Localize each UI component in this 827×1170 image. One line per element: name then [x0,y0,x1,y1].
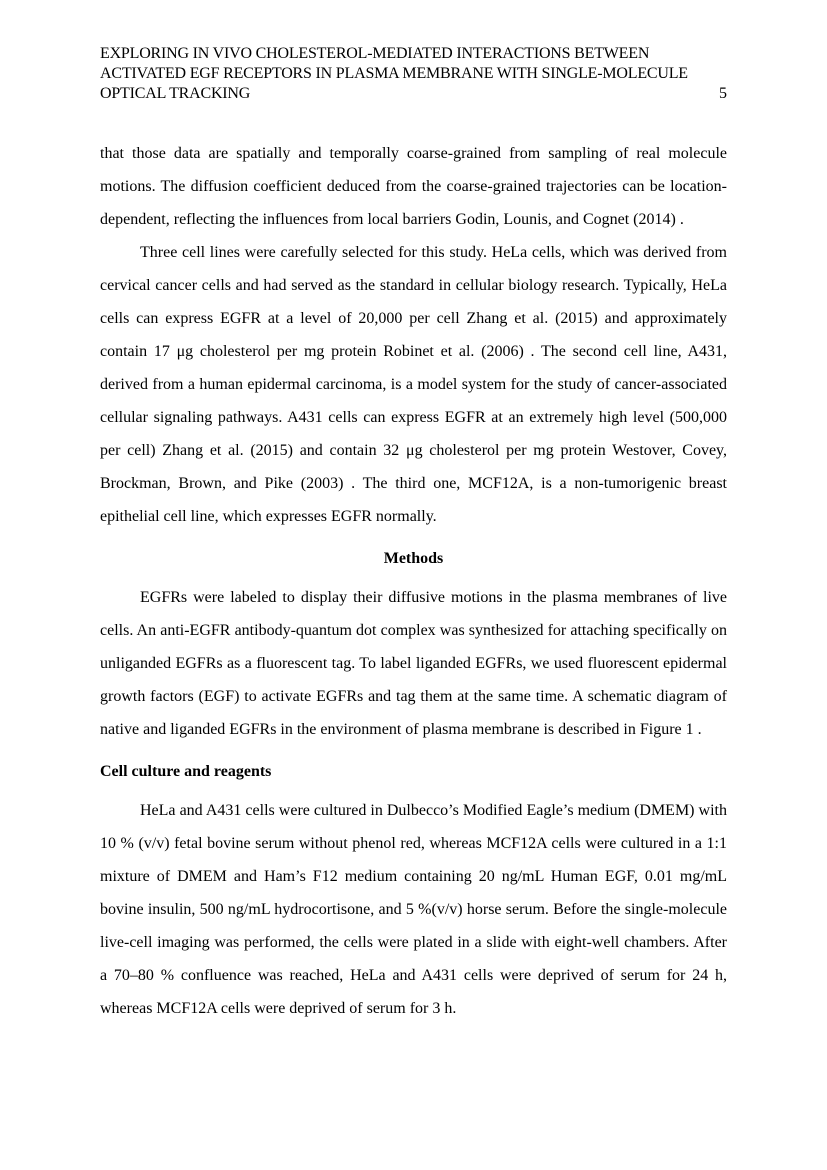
running-head [100,44,727,104]
paragraph-methods: EGFRs were labeled to display their diffusive motions in the plasma membranes of live cells. An anti-EGFR antibody-quantum dot complex was synthesized for attaching specifically on unliganded EGFRs as a fluorescent tag. To label liganded EGFRs, we used fluorescent epidermal growth factors (EGF) to activate EGFRs and tag them at the same time. A schematic diagram of native and liganded EGFRs in the environment of plasma membrane is described in Figure 1 . [100,589,727,738]
paragraph-cell-lines: Three cell lines were carefully selected for this study. HeLa cells, which was derived from cervical cancer cells and had served as the standard in cellular biology research. Typically, HeLa cells can express EGFR at a level of 20,000 per cell Zhang et al. (2015) and approximately contain 17 μg cholesterol per mg protein Robinet et al. (2006) . The second cell line, A431, derived from a human epidermal carcinoma, is a model system for the study of cancer-associated cellular signaling pathways. A431 cells can express EGFR at an extremely high level (500,000 per cell) Zhang et al. (2015) and contain 32 μg cholesterol per mg protein Westover, Covey, Brockman, Brown, and Pike (2003) . The third one, MCF12A, is a non-tumorigenic breast epithelial cell line, which expresses EGFR normally. [100,244,727,525]
running-head-line-3: OPTICAL TRACKING [100,85,251,102]
paragraph-continuation: that those data are spatially and temporally coarse-grained from sampling of real molecule motions. The diffusion coefficient deduced from the coarse-grained trajectories can be location-dependent, reflecting the influences from local barriers Godin, Lounis, and Cognet (2014) . [100,145,727,228]
body-text [100,137,727,1025]
subsection-heading-cell-culture: Cell culture and reagents [100,763,272,780]
running-head-line-1: EXPLORING IN VIVO CHOLESTEROL-MEDIATED INTERACTIONS BETWEEN [100,45,650,62]
page-number: 5 [719,85,727,102]
paragraph-cell-culture: HeLa and A431 cells were cultured in Dulbecco’s Modified Eagle’s medium (DMEM) with 10 % (v/v) fetal bovine serum without phenol red, whereas MCF12A cells were cultured in a 1:1 mixture of DMEM and Ham’s F12 medium containing 20 ng/mL Human EGF, 0.01 mg/mL bovine insulin, 500 ng/mL hydrocortisone, and 5 %(v/v) horse serum. Before the single-molecule live-cell imaging was performed, the cells were plated in a slide with eight-well chambers. After a 70–80 % confluence was reached, HeLa and A431 cells were deprived of serum for 24 h, whereas MCF12A cells were deprived of serum for 3 h. [100,802,727,1017]
running-head-line-2: ACTIVATED EGF RECEPTORS IN PLASMA MEMBRANE WITH SINGLE-MOLECULE [100,65,688,82]
section-heading-methods: Methods [383,550,444,567]
